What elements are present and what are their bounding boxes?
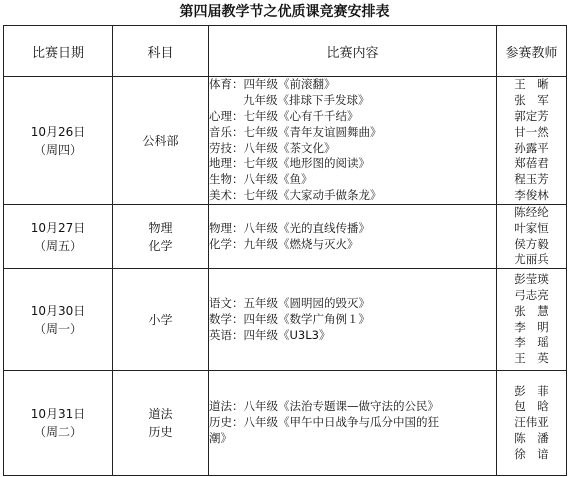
content-cell: [209, 205, 497, 269]
content-line: 历史：八年级《甲午中日战争与瓜分中国的狂: [209, 415, 439, 430]
content-line: 心理：七年级《心有千千结》: [209, 108, 359, 123]
content-cell: [209, 371, 497, 476]
teacher-name: 弓志亮: [514, 288, 549, 303]
content-line: 数学：四年级《数学广角例１》: [209, 311, 370, 326]
date: 10月26日: [30, 124, 86, 139]
subject: 化学: [148, 238, 173, 253]
teacher-name: 王 晰: [514, 77, 549, 92]
weekday: （周一）: [33, 321, 82, 336]
header-row: [4, 26, 567, 77]
teacher-name: 陈经纶: [514, 205, 549, 219]
subject-cell: [113, 371, 209, 476]
subject: 道法: [148, 407, 173, 422]
teacher-name: 李俊林: [514, 187, 549, 202]
table-row: [4, 77, 567, 205]
teachers-cell: [497, 205, 567, 269]
teachers-cell: [497, 371, 567, 476]
subject-cell: [113, 269, 209, 371]
subject-cell: [113, 77, 209, 205]
content-line: 英语：四年级《U3L3》: [209, 327, 331, 342]
teacher-name: 孙露平: [514, 140, 549, 155]
header-subject: 科目: [113, 26, 209, 77]
content-cell: [209, 77, 497, 205]
table-row: [4, 269, 567, 371]
teacher-name: 汪伟亚: [514, 415, 549, 430]
teacher-name: 王 英: [514, 351, 549, 366]
teacher-name: 郭定芳: [514, 108, 549, 123]
subject: 历史: [148, 425, 173, 440]
teacher-name: 陈 潘: [514, 431, 549, 446]
content-line: 物理：八年级《光的直线传播》: [209, 220, 370, 235]
weekday: （周四）: [33, 142, 82, 157]
teachers-cell: [497, 77, 567, 205]
content-cell: [209, 269, 497, 371]
table-row: [4, 205, 567, 269]
content-line: 语文：五年级《圆明园的毁灭》: [209, 295, 370, 310]
date-cell: [4, 205, 113, 269]
teacher-name: 张 慧: [514, 303, 549, 318]
content-line: 潮》: [209, 431, 232, 446]
header-content: 比赛内容: [209, 26, 497, 77]
content-line: 九年级《排球下手发球》: [243, 93, 370, 108]
weekday: （周二）: [33, 425, 82, 440]
page-title: 第四届教学节之优质课竞赛安排表: [179, 4, 390, 20]
subject: 物理: [148, 220, 173, 235]
teacher-name: 李 明: [514, 319, 549, 334]
content-line: 音乐：七年级《青年友谊圆舞曲》: [209, 124, 382, 139]
teacher-name: 甘一然: [514, 124, 549, 139]
teacher-name: 张 军: [514, 93, 549, 108]
teacher-name: 尤丽兵: [514, 252, 549, 267]
header-date: 比赛日期: [4, 26, 113, 77]
content-line: 生物：八年级《鱼》: [209, 172, 313, 187]
date-cell: [4, 371, 113, 476]
content-line: 美术：七年级《大家动手做条龙》: [209, 187, 382, 202]
teacher-name: 郑蓓君: [514, 156, 549, 171]
teacher-name: 彭莹瑛: [514, 272, 549, 287]
date: 10月27日: [30, 220, 86, 235]
teacher-name: 叶家恒: [514, 220, 549, 235]
content-line: 体育：四年级《前滚翻》: [209, 77, 336, 92]
content-line: 地理：七年级《地形图的阅读》: [209, 156, 370, 171]
teacher-name: 李 瑶: [514, 335, 549, 350]
content-line: 道法：八年级《法治专题课—做守法的公民》: [209, 399, 439, 414]
weekday: （周五）: [33, 238, 82, 253]
teacher-name: 程玉芳: [514, 172, 549, 187]
date: 10月31日: [30, 407, 86, 422]
content-line: 劳技：八年级《茶文化》: [209, 140, 336, 155]
header-teachers: 参赛教师: [497, 26, 567, 77]
teacher-name: 包 晗: [514, 399, 549, 414]
date-cell: [4, 269, 113, 371]
teacher-name: 彭 菲: [514, 383, 549, 398]
subject-cell: [113, 205, 209, 269]
date-cell: [4, 77, 113, 205]
teacher-name: 徐 谙: [514, 446, 549, 461]
subject: 公科部: [142, 133, 179, 148]
teachers-cell: [497, 269, 567, 371]
content-line: 化学：九年级《燃烧与灭火》: [209, 236, 359, 251]
date: 10月30日: [30, 303, 86, 318]
table-row: [4, 371, 567, 476]
schedule-table: [3, 25, 567, 476]
teacher-name: 侯方毅: [514, 236, 549, 251]
subject: 小学: [148, 312, 173, 327]
